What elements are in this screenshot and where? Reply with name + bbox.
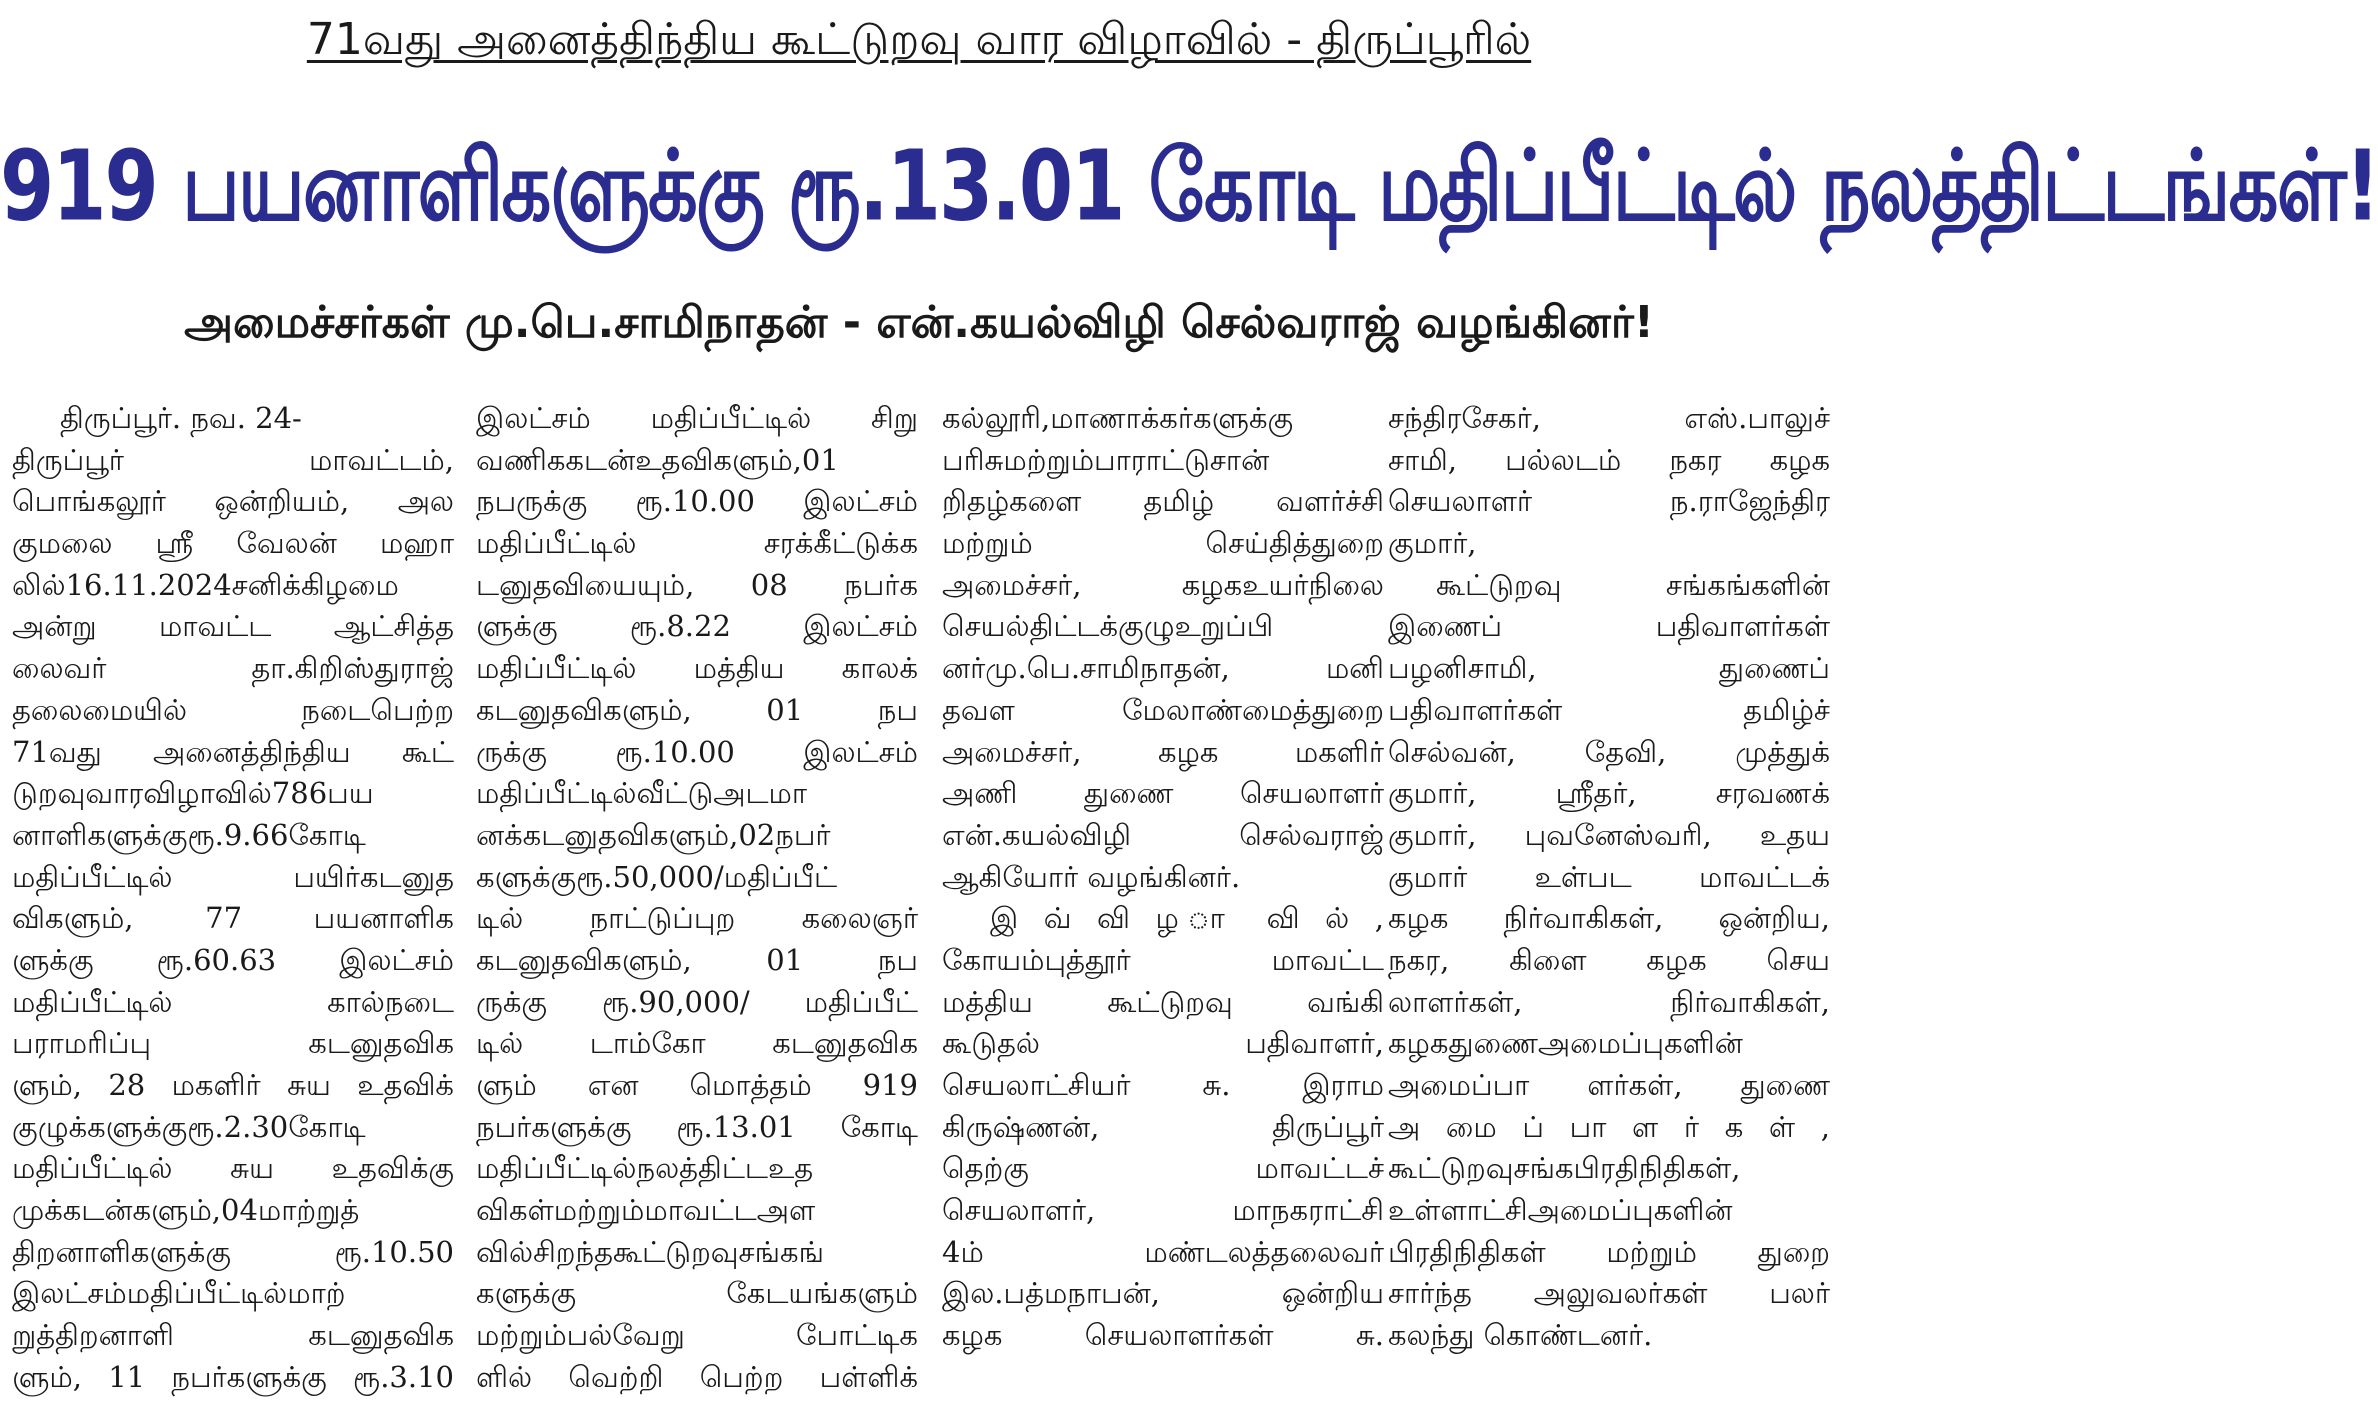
article-line: பழனிசாமி, துணைப் bbox=[1388, 651, 1830, 686]
article-line: ருக்கு ரூ.90,000/ மதிப்பீட் bbox=[476, 984, 918, 1019]
kicker-line bbox=[0, 8, 1838, 72]
article-line: இலட்சம் மதிப்பீட்டில் சிறு bbox=[476, 401, 918, 435]
article-line: 4ம் மண்டலத்தலைவர் bbox=[942, 1234, 1384, 1269]
article-line: னாளிகளுக்குரூ.9.66கோடி bbox=[12, 817, 366, 852]
article-line: ருக்கு ரூ.10.00 இலட்சம் bbox=[476, 734, 918, 769]
article-line: கடனுதவிகளும், 01 நப bbox=[476, 942, 918, 977]
article-line: நபருக்கு ரூ.10.00 இலட்சம் bbox=[476, 484, 918, 519]
article-line: என்.கயல்விழி செல்வராஜ் bbox=[942, 817, 1384, 852]
article-line: கூட்டுறவுசங்கபிரதிநிதிகள், bbox=[1388, 1151, 1741, 1186]
article-line: லாளர்கள், நிர்வாகிகள், bbox=[1388, 984, 1830, 1019]
article-line: ளும், 28 மகளிர் சுய உதவிக் bbox=[12, 1068, 454, 1102]
article-line: வில்சிறந்தகூட்டுறவுசங்கங் bbox=[476, 1234, 824, 1269]
kicker-text: 71வது அனைத்திந்திய கூட்டுறவு வார விழாவில் - திருப்பூரில் bbox=[306, 14, 1532, 65]
article-line: திறனாளிகளுக்கு ரூ.10.50 bbox=[12, 1234, 454, 1269]
article-line: மதிப்பீட்டில் சரக்கீட்டுக்க bbox=[476, 526, 918, 561]
article-line: தெற்கு மாவட்டச் bbox=[942, 1151, 1384, 1186]
article-line: குமார், புவனேஸ்வரி, உதய bbox=[1388, 817, 1830, 852]
article-line: அமைச்சர், கழக மகளிர் bbox=[942, 734, 1384, 769]
article-line: பதிவாளர்கள் தமிழ்ச் bbox=[1388, 692, 1830, 727]
article-line: குமார், bbox=[1388, 526, 1477, 561]
article-line: அமைப்பா ளர்கள், துணை bbox=[1388, 1068, 1830, 1102]
article-line: மதிப்பீட்டில் பயிர்கடனுத bbox=[12, 859, 454, 894]
article-line: குமார் உள்பட மாவட்டக் bbox=[1388, 859, 1830, 894]
article-line: கிருஷ்ணன், திருப்பூர் bbox=[942, 1109, 1384, 1144]
article-line: தவள மேலாண்மைத்துறை bbox=[942, 692, 1384, 727]
article-line: செயலாளர், மாநகராட்சி bbox=[942, 1193, 1384, 1228]
article-line: இலட்சம்மதிப்பீட்டில்மாற் bbox=[12, 1276, 346, 1311]
article-line: குழுக்களுக்குரூ.2.30கோடி bbox=[12, 1109, 366, 1144]
article-line: களுக்குரூ.50,000/மதிப்பீட் bbox=[476, 859, 838, 894]
article-line: சார்ந்த அலுவலர்கள் பலர் bbox=[1388, 1276, 1830, 1311]
article-line: பிரதிநிதிகள் மற்றும் துறை bbox=[1388, 1234, 1830, 1269]
article-line: பொங்கலூர் ஒன்றியம், அல bbox=[12, 484, 454, 519]
headline: 919 பயனாளிகளுக்கு ரூ.13.01 கோடி மதிப்பீட்டில் நலத்திட்டங்கள்! bbox=[0, 130, 2378, 243]
article-line: வணிககடன்உதவிகளும்,01 bbox=[476, 442, 839, 477]
article-line: மற்றும்பல்வேறு போட்டிக bbox=[476, 1318, 918, 1353]
article-line: கோயம்புத்தூர் மாவட்ட bbox=[942, 942, 1384, 977]
article-line: ளும் என மொத்தம் 919 bbox=[476, 1068, 918, 1102]
article-line: கழக செயலாளர்கள் சு. bbox=[942, 1318, 1384, 1353]
article-line: கழக நிர்வாகிகள், ஒன்றிய, bbox=[1388, 901, 1830, 936]
article-line: னக்கடனுதவிகளும்,02நபர் bbox=[476, 817, 831, 852]
article-line: டில் நாட்டுப்புற கலைஞர் bbox=[476, 901, 918, 936]
article-line: செயலாளர் ந.ராஜேந்திர bbox=[1388, 484, 1830, 519]
article-line: மதிப்பீட்டில் சுய உதவிக்கு bbox=[12, 1151, 454, 1186]
article-line: கழகதுணைஅமைப்புகளின் bbox=[1388, 1026, 1743, 1061]
article-column-4 bbox=[1388, 398, 1830, 1402]
article-line: டுறவுவாரவிழாவில்786பய bbox=[12, 776, 374, 811]
article-line: செயலாட்சியர் சு. இராம bbox=[942, 1068, 1384, 1102]
article-line: ளில் வெற்றி பெற்ற பள்ளிக் bbox=[476, 1359, 918, 1394]
article-line: கூட்டுறவு சங்கங்களின் bbox=[1436, 567, 1830, 602]
article-line: அ மை ப் பா ள ர் க ள் , bbox=[1388, 1109, 1830, 1144]
article-line: விகள்மற்றும்மாவட்டஅள bbox=[476, 1193, 816, 1228]
article-column-1 bbox=[12, 398, 454, 1402]
article-line: கடனுதவிகளும், 01 நப bbox=[476, 692, 918, 727]
article-line: பராமரிப்பு கடனுதவிக bbox=[12, 1026, 454, 1061]
article-line: குமலை ஸ்ரீ வேலன் மஹா bbox=[12, 526, 454, 561]
article-line: கல்லூரி,மாணாக்கர்களுக்கு bbox=[942, 401, 1294, 435]
article-line: நகர, கிளை கழக செய bbox=[1388, 942, 1830, 977]
article-line: குமார், ஸ்ரீதர், சரவணக் bbox=[1388, 776, 1830, 811]
article-body bbox=[12, 398, 1830, 1402]
article-line: னர்மு.பெ.சாமிநாதன், மனி bbox=[942, 651, 1384, 686]
article-line: மதிப்பீட்டில் மத்திய காலக் bbox=[476, 651, 918, 686]
article-line: அணி துணை செயலாளர் bbox=[942, 776, 1384, 811]
article-line: செல்வன், தேவி, முத்துக் bbox=[1388, 734, 1830, 769]
article-line: நபர்களுக்கு ரூ.13.01 கோடி bbox=[476, 1109, 918, 1144]
article-line: தலைமையில் நடைபெற்ற bbox=[12, 692, 454, 727]
article-line: செயல்திட்டக்குழுஉறுப்பி bbox=[942, 609, 1274, 644]
article-line: ஆகியோர் வழங்கினர். bbox=[942, 859, 1241, 894]
article-line: திருப்பூர் மாவட்டம், bbox=[12, 442, 454, 477]
article-line: அமைச்சர், கழகஉயர்நிலை bbox=[942, 567, 1384, 602]
article-line: லில்16.11.2024சனிக்கிழமை bbox=[12, 567, 399, 602]
article-line: உள்ளாட்சிஅமைப்புகளின் bbox=[1388, 1193, 1733, 1228]
article-line: இல.பத்மநாபன், ஒன்றிய bbox=[942, 1276, 1384, 1311]
article-line: லைவர் தா.கிறிஸ்துராஜ் bbox=[12, 651, 454, 686]
subheadline: அமைச்சர்கள் மு.பெ.சாமிநாதன் - என்.கயல்விழி செல்வராஜ் வழங்கினர்! bbox=[184, 297, 1654, 348]
article-line: டில் டாம்கோ கடனுதவிக bbox=[476, 1026, 918, 1061]
article-line: அன்று மாவட்ட ஆட்சித்த bbox=[12, 609, 454, 644]
article-line: இ வ் வி ழ ா வி ல் , bbox=[990, 901, 1384, 936]
article-line: மதிப்பீட்டில்நலத்திட்டஉத bbox=[476, 1151, 814, 1186]
article-line: மத்திய கூட்டுறவு வங்கி bbox=[942, 984, 1384, 1019]
article-line: களுக்கு கேடயங்களும் bbox=[476, 1276, 918, 1311]
article-line: மற்றும் செய்தித்துறை bbox=[942, 526, 1384, 561]
article-line: இணைப் பதிவாளர்கள் bbox=[1388, 609, 1830, 644]
article-line: சந்திரசேகர், எஸ்.பாலுச் bbox=[1388, 401, 1830, 435]
article-line: ளுக்கு ரூ.8.22 இலட்சம் bbox=[476, 609, 918, 644]
article-line: றிதழ்களை தமிழ் வளர்ச்சி bbox=[942, 484, 1384, 519]
article-line: திருப்பூர். நவ. 24- bbox=[60, 401, 302, 435]
article-line: சாமி, பல்லடம் நகர கழக bbox=[1388, 442, 1830, 477]
article-line: 71வது அனைத்திந்திய கூட் bbox=[12, 734, 454, 769]
article-line: முக்கடன்களும்,04மாற்றுத் bbox=[12, 1193, 360, 1228]
article-line: விகளும், 77 பயனாளிக bbox=[12, 901, 454, 936]
article-line: கலந்து கொண்டனர். bbox=[1388, 1318, 1653, 1353]
article-line: றுத்திறனாளி கடனுதவிக bbox=[12, 1318, 454, 1353]
article-line: ளுக்கு ரூ.60.63 இலட்சம் bbox=[12, 942, 454, 977]
article-column-2 bbox=[476, 398, 918, 1402]
article-line: டனுதவியையும், 08 நபர்க bbox=[476, 567, 918, 602]
article-line: கூடுதல் பதிவாளர், bbox=[942, 1026, 1384, 1061]
article-column-3 bbox=[942, 398, 1384, 1402]
article-line: பரிசுமற்றும்பாராட்டுசான் bbox=[942, 442, 1270, 477]
article-line: மதிப்பீட்டில் கால்நடை bbox=[12, 984, 454, 1019]
article-line: ளும், 11 நபர்களுக்கு ரூ.3.10 bbox=[12, 1359, 454, 1394]
article-line: மதிப்பீட்டில்வீட்டுஅடமா bbox=[476, 776, 808, 811]
